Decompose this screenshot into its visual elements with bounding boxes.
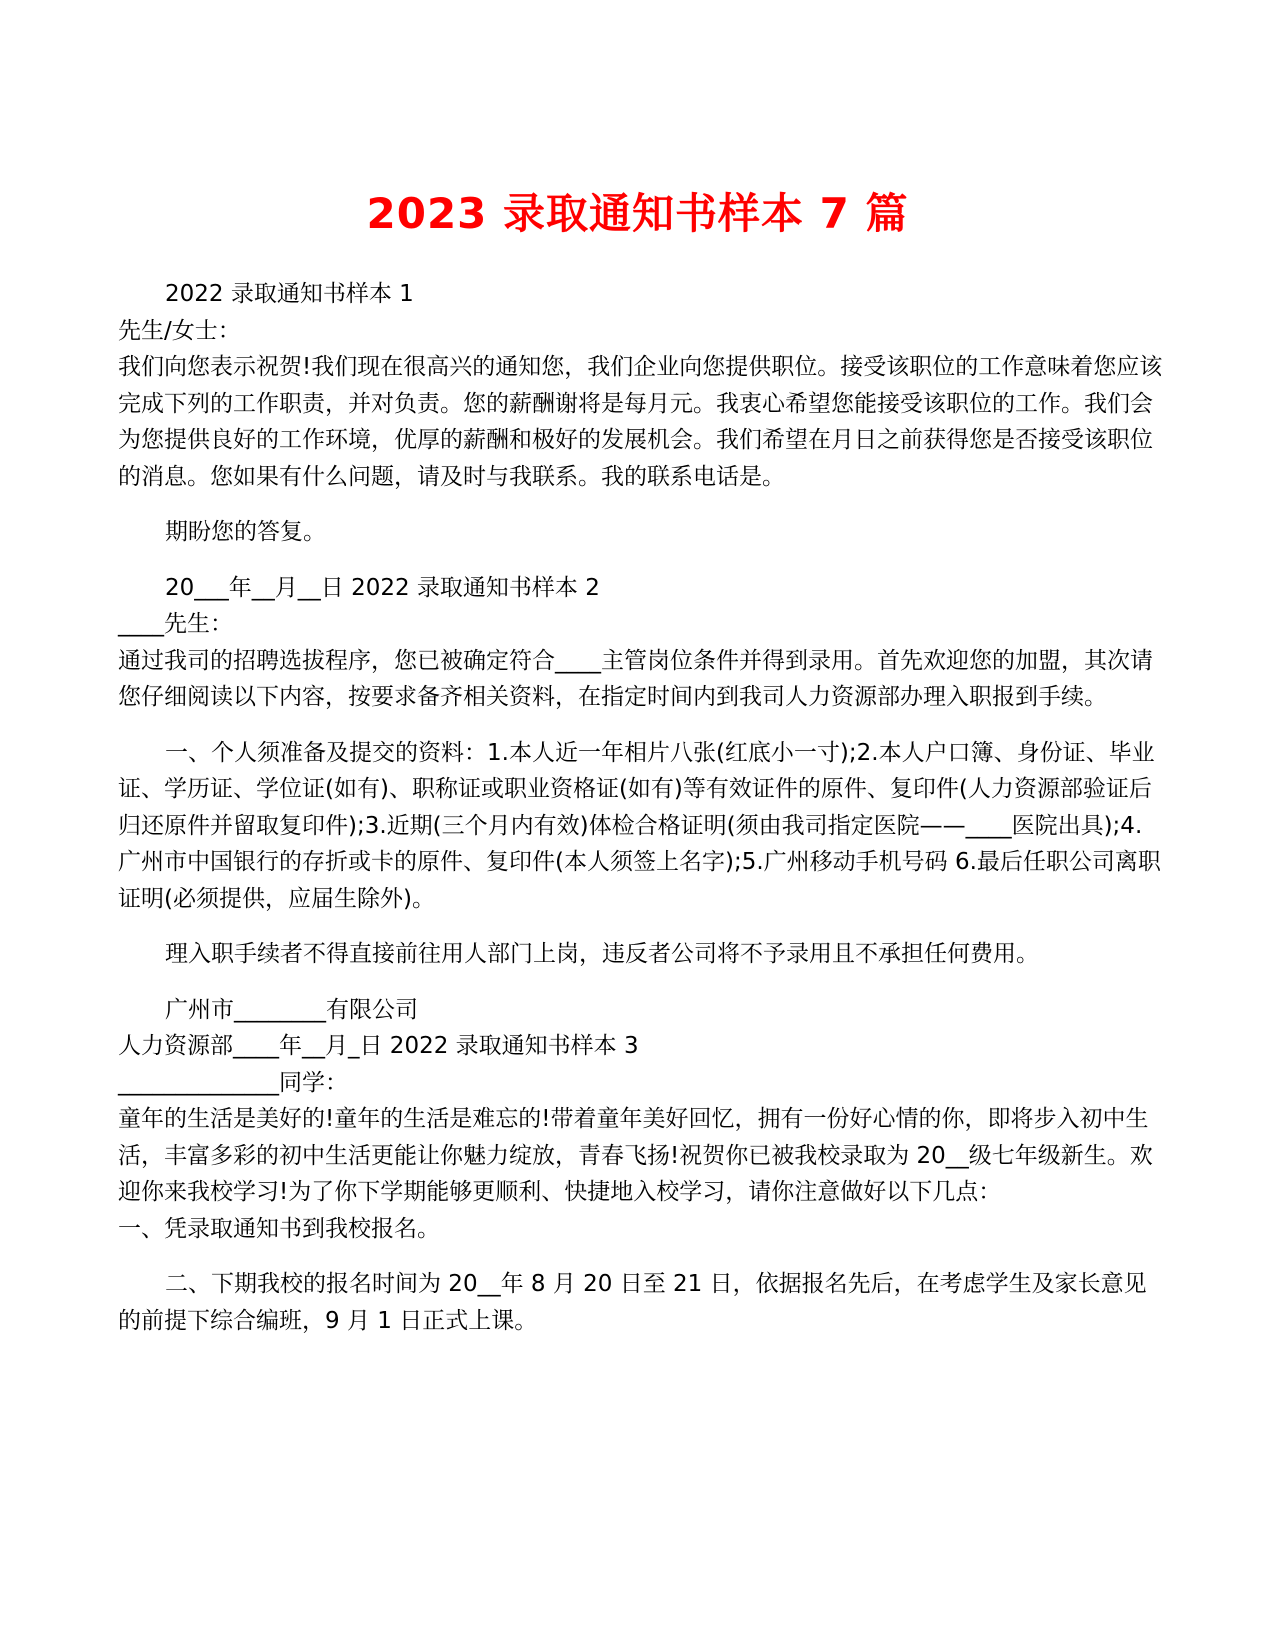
section-heading: 2022 录取通知书样本 1 [165, 281, 414, 307]
body-paragraph: 童年的生活是美好的!童年的生活是难忘的!带着童年美好回忆，拥有一份好心情的你，即将步入初中生活，丰富多彩的初中生活更能让你魅力绽放，青春飞扬!祝贺你已被我校录取为 20__级七年级新生。欢迎你来我校学习!为了你下学期能够更顺利、快捷地入校学习，请你注意做好以下几点： [118, 1106, 1153, 1205]
body-paragraph: 一、个人须准备及提交的资料：1.本人近一年相片八张(红底小一寸);2.本人户口簿、身份证、毕业证、学历证、学位证(如有)、职称证或职业资格证(如有)等有效证件的原件、复印件(人力资源部验证后归还原件并留取复印件);3.近期(三个月内有效)体检合格证明(须由我司指定医院——____医院出具);4.广州市中国银行的存折或卡的原件、复印件(本人须签上名字);5.广州移动手机号码 6.最后任职公司离职证明(必须提供，应届生除外)。 [118, 739, 1161, 912]
salutation: ______________同学： [118, 1069, 348, 1096]
company-signature: 广州市________有限公司 [165, 996, 418, 1023]
body-paragraph: 通过我司的招聘选拔程序，您已被确定符合____主管岗位条件并得到录用。首先欢迎您的加盟，其次请您仔细阅读以下内容，按要求备齐相关资料，在指定时间内到我司人力资源部办理入职报到手续。 [118, 647, 1153, 710]
document-body [118, 276, 1163, 1339]
salutation: 先生/女士： [118, 317, 241, 344]
body-paragraph: 我们向您表示祝贺!我们现在很高兴的通知您，我们企业向您提供职位。接受该职位的工作意味着您应该完成下列的工作职责，并对负责。您的薪酬谢将是每月元。我衷心希望您能接受该职位的工作。我们会为您提供良好的工作环境，优厚的薪酬和极好的发展机会。我们希望在月日之前获得您是否接受该职位的消息。您如果有什么问题，请及时与我联系。我的联系电话是。 [118, 354, 1163, 490]
section-heading: 人力资源部____年__月_日 2022 录取通知书样本 3 [118, 1033, 639, 1059]
body-paragraph: 理入职手续者不得直接前往用人部门上岗，违反者公司将不予录用且不承担任何费用。 [165, 941, 1039, 967]
section-heading: 20___年__月__日 2022 录取通知书样本 2 [165, 574, 600, 601]
body-paragraph: 一、凭录取通知书到我校报名。 [118, 1215, 440, 1242]
salutation: ____先生： [118, 611, 233, 637]
document-title: 2023 录取通知书样本 7 篇 [366, 189, 909, 238]
body-paragraph: 期盼您的答复。 [165, 519, 326, 545]
body-paragraph: 二、下期我校的报名时间为 20__年 8 月 20 日至 21 日，依据报名先后，在考虑学生及家长意见的前提下综合编班，9 月 1 日正式上课。 [118, 1271, 1147, 1334]
